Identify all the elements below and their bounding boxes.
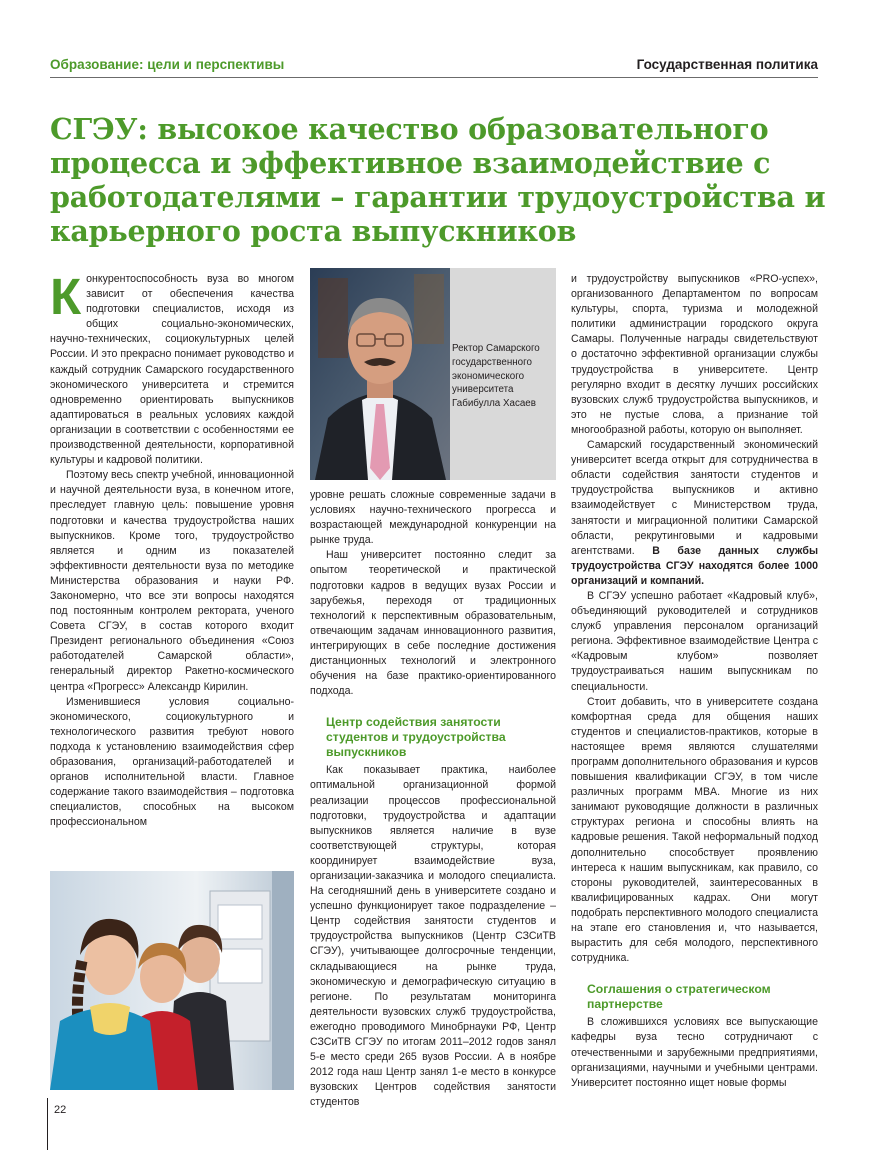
article-title: СГЭУ: высокое качество образовательного процесса и эффективное взаимодействие с работодателями – гарантии трудоустройства и карьерного роста выпускников (50, 112, 826, 248)
column-3 (571, 272, 818, 1091)
page-number-rule (47, 1098, 48, 1150)
intro-paragraph (50, 268, 294, 468)
paragraph: Поэтому весь спектр учебной, инновационной и научной деятельности вуза, в конечном итоге, преследует главную цель: повышение уровня подготовки и качества трудоустройства наших выпускников. Кроме того, трудоустройство является и одним из показателей эффективности деятельности вуза по методике Министерства образования и науки РФ. Закономерно, что все эти вопросы находятся под постоянным контролем ректората, ученого Совета СГЭУ, в состав которого входит Президент регионального объединения «Союз работодателей Самарской области», генеральный директор Ракетно-космического центра «Прогресс» Александр Кирилин. (50, 469, 294, 693)
paragraph: Изменившиеся условия социально-экономического, социокультурного и технологического развития требуют нового подхода к установлению взаимодействия сфер образования, организаций-работодателей и органов исполнительной власти. Главное содержание такого взаимодействия – подготовка специалистов, способных на высоком профессиональном (50, 695, 294, 829)
column-2 (310, 488, 556, 1110)
drop-cap: К (50, 268, 82, 325)
subheading: Центр содействия занятости студентов и трудоустройства выпускников (326, 715, 506, 760)
section-label-right: Государственная политика (636, 57, 818, 72)
header-rule (50, 77, 818, 78)
paragraph: В СГЭУ успешно работает «Кадровый клуб», объединяющий руководителей и сотрудников служб управления персоналом организаций региона. Эффективное взаимодействие Центра с «Кадровым клубом» позволяет трудоустраиваться нашим выпускникам по специальности. (571, 589, 818, 693)
paragraph: В сложившихся условиях все выпускающие кафедры вуза тесно сотрудничают с отечественными и зарубежными предприятиями, организациями, научными и учебными центрами. Университет постоянно ищет новые формы (571, 1016, 818, 1089)
students-photo (50, 871, 294, 1090)
paragraph-text: Самарский государственный экономический университет всегда открыт для сотрудничества в области содействия занятости студентов и трудоустройства выпускников и активно взаимодействует с Министерством труда, занятости и миграционной политики Самарской области, рекрутинговыми и кадровыми агентствами. (571, 439, 818, 557)
students-image (50, 871, 294, 1090)
paragraph: Как показывает практика, наиболее оптимальной организационной формой реализации процессов профессиональной подготовки, трудоустройства и адаптации выпускников является наличие в вузе соответствующей структуры, которая координирует взаимодействие вуза, организации-заказчика и молодого специалиста. На сегодняшний день в университете создано и успешно функционирует такое подразделение – Центр содействия занятости студентов и трудоустройства выпускников (Центр СЗСиТВ СГЭУ), учитывающее долгосрочные тенденции, складывающиеся на рынке труда, экономическую и демографическую ситуацию в регионе. По результатам мониторинга деятельности вузовских служб трудоустройства, ежегодно проводимого Минобрнауки РФ, Центр СЗСиТВ СГЭУ по итогам 2011–2012 годов занял 5-е место среди 265 вузов России. А в ноябре 2012 года наш Центр занял 1-е место в конкурсе вузовских Центров содействия занятости студентов (310, 764, 556, 1109)
rector-photo (310, 268, 556, 480)
paragraph: уровне решать сложные современные задачи в условиях научно-технического прогресса и возрастающей международной конкуренции на рынке труда. (310, 489, 556, 547)
photo-caption: Ректор Самарского государственного экономического университета Габибулла Хасаев (452, 343, 540, 410)
section-label-left: Образование: цели и перспективы (50, 57, 285, 72)
paragraph: и трудоустройству выпускников «PRO-успех», организованного Департаментом по вопросам культуры, спорта, туризма и молодежной политики администрации городского округа Самары. Полученные награды свидетельствуют о достаточно эффективной организации службы трудоустройства в университете. Центр регулярно входит в десятку лучших российских вузовских служб трудоустройства выпускников, и это не пустые слова, а признание той многообразной работы, которую он выполняет. (571, 273, 818, 436)
highlighted-text: В базе данных службы трудоустройства СГЭУ находятся более 1000 организаций и компаний. (571, 544, 818, 587)
column-1 (50, 268, 294, 830)
intro-text: онкурентоспособность вуза во многом зависит от обеспечения качества подготовки специалистов, исходя из общих социально-экономических, научно-технических, социокультурных целей России. И это прекрасно понимает руководство и каждый сотрудник Самарского государственного экономического университета и стремится одновременно ориентировать выпускников адаптироваться в реальных условиях каждой организации в соответствии с особенностями ее производственной деятельности, корпоративной культуры и кадровой политики. (50, 273, 294, 467)
page-number: 22 (54, 1104, 67, 1116)
subheading: Соглашения о стратегическом партнерстве (587, 982, 771, 1012)
paragraph: Наш университет постоянно следит за опытом теоретической и практической подготовки кадров в ведущих вузах России и зарубежья, переходя от традиционных технологий к перспективным образовательным, отвечающим задачам инновационного развития, интегрирующих в себе последние достижения дистанционных технологий и электронного обучения на базе практико-ориентированного подхода. (310, 549, 556, 698)
paragraph (571, 438, 818, 589)
paragraph: Стоит добавить, что в университете создана комфортная среда для общения наших студентов и специалистов-практиков, которые в настоящее время являются слушателями программ дополнительного образования и курсов повышения квалификации СГЭУ, в том числе различных программ MBA. Многие из них занимают руководящие должности в различных структурах региона и способны влиять на кадровые решения. Такой неформальный подход дополнительно способствует проявлению интереса к нашим выпускникам, как правило, со стороны руководителей, заинтересованных в квалифицированных кадрах. Они могут подобрать перспективного молодого специалиста на этапе его становления и, что называется, вырастить для себя молодого, перспективного сотрудника. (571, 695, 818, 965)
